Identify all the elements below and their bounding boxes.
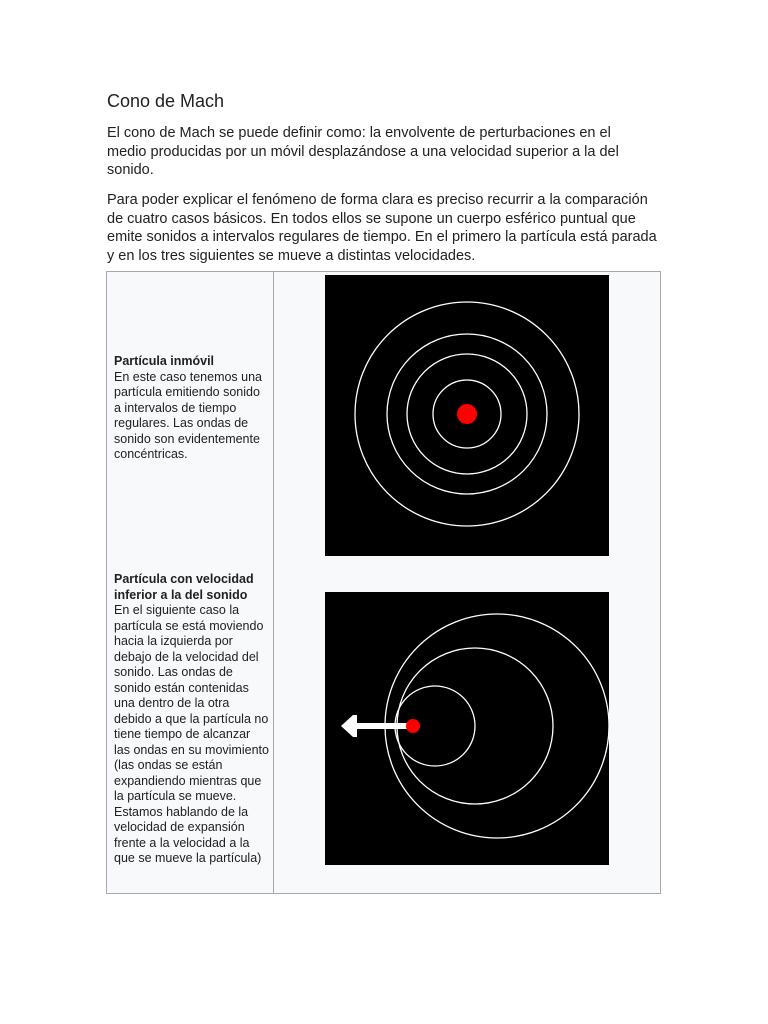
intro-paragraph: El cono de Mach se puede definir como: la envolvente de perturbaciones en el medio producidas por un móvil desplazándose a una velocidad superior a la del sonido. — [107, 125, 619, 178]
case-subsonic-description — [114, 572, 269, 867]
particle-dot — [457, 404, 477, 424]
case-stationary-heading: Partícula inmóvil — [114, 354, 215, 368]
cases-table — [106, 271, 661, 894]
stationary-particle-figure — [325, 275, 609, 556]
case-stationary-description — [114, 354, 269, 463]
explanation-paragraph: Para poder explicar el fenómeno de forma clara es preciso recurrir a la comparación de cuatro casos básicos. En todos ellos se supone un cuerpo esférico puntual que emite sonidos a intervalos regulares de tiempo. En el primero la partícula está parada y en los tres siguientes se mueve a distintas velocidades. — [107, 192, 657, 264]
subsonic-waves-diagram — [325, 592, 609, 865]
case-stationary-body: En este caso tenemos una partícula emitiendo sonido a intervalos de tiempo regulares. Las ondas de sonido son evidentemente concéntricas. — [114, 369, 263, 461]
case-subsonic-heading: Partícula con velocidad inferior a la del sonido — [114, 572, 254, 602]
particle-dot — [406, 719, 420, 733]
concentric-waves-diagram — [325, 275, 609, 556]
subsonic-particle-figure — [325, 592, 609, 865]
page-title: Cono de Mach — [107, 91, 225, 111]
case-subsonic-body: En el siguiente caso la partícula se está moviendo hacia la izquierda por debajo de la velocidad del sonido. Las ondas de sonido están contenidas una dentro de la otra debido a que la partícula no tiene tiempo de alcanzar las ondas en su movimiento (las ondas se están expandiendo mientras que la partícula se mueve. Estamos hablando de la velocidad de expansión frente a la velocidad a la que se mueve la partícula) — [114, 603, 269, 865]
column-divider — [273, 272, 274, 893]
